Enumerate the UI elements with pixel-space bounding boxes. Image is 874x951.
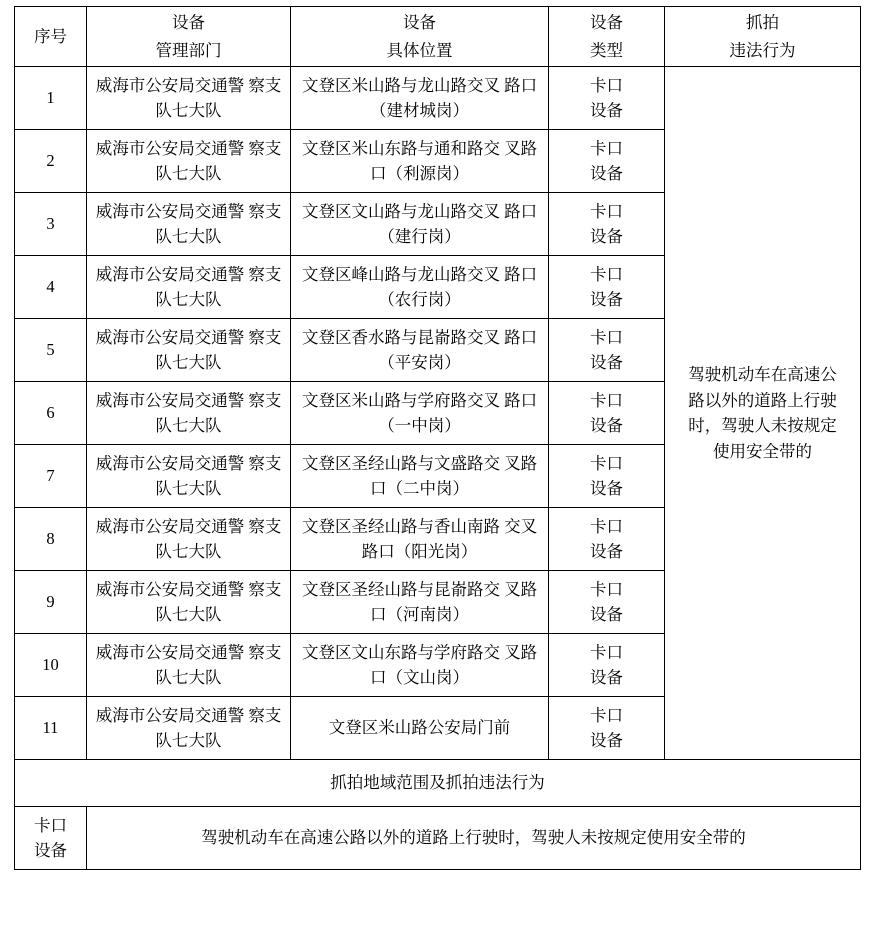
cell-index: 4 <box>15 256 87 319</box>
table-footer-row <box>15 807 861 870</box>
cell-department-line2: 察支队七大队 <box>155 642 282 688</box>
header-department-line2: 管理部门 <box>155 40 222 60</box>
cell-department <box>87 697 291 760</box>
cell-location <box>291 193 549 256</box>
cell-location <box>291 319 549 382</box>
cell-type-line1: 卡口 <box>590 75 623 95</box>
cell-location <box>291 571 549 634</box>
cell-department <box>87 634 291 697</box>
cell-type <box>549 571 665 634</box>
footer-violation-description: 驾驶机动车在高速公路以外的道路上行驶时，驾驶人未按规定使用安全带的 <box>87 807 861 870</box>
header-location-line1: 设备 <box>403 13 436 32</box>
cell-department-line2: 察支队七大队 <box>155 579 282 625</box>
cell-type <box>549 508 665 571</box>
cell-location-line2: 路口（建行岗） <box>378 201 538 247</box>
cell-type <box>549 193 665 256</box>
header-action-line1: 抓拍 <box>746 13 779 32</box>
cell-department-line1: 威海市公安局交通警 <box>95 516 245 536</box>
cell-location <box>291 382 549 445</box>
cell-department-line2: 察支队七大队 <box>155 453 282 499</box>
cell-type-line1: 卡口 <box>590 138 623 158</box>
cell-location <box>291 130 549 193</box>
footer-type-line1: 卡口 <box>34 815 67 835</box>
violation-line4: 使用安全带的 <box>713 441 812 461</box>
violation-line1: 驾驶机动车在高速公 <box>688 365 837 384</box>
cell-type-line2: 设备 <box>590 605 623 625</box>
cell-department-line1: 威海市公安局交通警 <box>95 453 245 473</box>
cell-location-line1: 文登区米山路公安局门前 <box>328 718 511 738</box>
cell-location-line2: 路口（一中岗） <box>378 390 538 436</box>
cell-location <box>291 256 549 319</box>
cell-type-line2: 设备 <box>590 101 623 121</box>
cell-location-line1: 文登区圣经山路与昆嵛路交 <box>301 579 500 599</box>
cell-department <box>87 508 291 571</box>
cell-department-line2: 察支队七大队 <box>155 75 282 121</box>
cell-type-line2: 设备 <box>590 542 623 562</box>
header-type-line2: 类型 <box>590 40 623 60</box>
cell-type-line1: 卡口 <box>590 390 623 410</box>
header-department-line1: 设备 <box>172 13 205 32</box>
cell-location-line1: 文登区文山路与龙山路交叉 <box>301 201 500 221</box>
cell-department-line1: 威海市公安局交通警 <box>95 201 245 221</box>
cell-department-line1: 威海市公安局交通警 <box>95 705 245 725</box>
cell-type-line1: 卡口 <box>590 453 623 473</box>
cell-index: 5 <box>15 319 87 382</box>
cell-type-line2: 设备 <box>590 668 623 688</box>
cell-index: 3 <box>15 193 87 256</box>
cell-department <box>87 193 291 256</box>
cell-department <box>87 445 291 508</box>
cell-type-line2: 设备 <box>590 731 623 751</box>
cell-index: 1 <box>15 67 87 130</box>
header-action-line2: 违法行为 <box>729 40 796 60</box>
cell-department-line1: 威海市公安局交通警 <box>95 390 245 410</box>
cell-type-line2: 设备 <box>590 164 623 184</box>
cell-type <box>549 445 665 508</box>
cell-index: 11 <box>15 697 87 760</box>
cell-location <box>291 67 549 130</box>
violation-line2: 路以外的道路上行驶 <box>688 390 837 410</box>
cell-department-line2: 察支队七大队 <box>155 516 282 562</box>
cell-department <box>87 319 291 382</box>
cell-department <box>87 130 291 193</box>
cell-location-line2: 路口（农行岗） <box>378 264 538 310</box>
cell-department-line1: 威海市公安局交通警 <box>95 642 245 662</box>
cell-location-line2: 叉路口（文山岗） <box>370 642 538 688</box>
cell-department <box>87 256 291 319</box>
cell-type-line1: 卡口 <box>590 516 623 536</box>
cell-index: 10 <box>15 634 87 697</box>
cell-type-line1: 卡口 <box>590 705 623 725</box>
table-row <box>15 67 861 130</box>
violation-line3: 时，驾驶人未按规定 <box>688 416 837 436</box>
cell-index: 8 <box>15 508 87 571</box>
cell-location-line1: 文登区香水路与昆嵛路交叉 <box>301 327 500 347</box>
cell-department-line2: 察支队七大队 <box>155 264 282 310</box>
cell-location <box>291 697 549 760</box>
cell-location-line1: 文登区文山东路与学府路交 <box>301 642 500 662</box>
header-type-line1: 设备 <box>590 13 623 32</box>
cell-location-line2: 路口（平安岗） <box>378 327 538 373</box>
cell-type <box>549 382 665 445</box>
cell-location-line2: 叉路口（二中岗） <box>370 453 538 499</box>
table-header-row <box>15 7 861 67</box>
footer-cell-type <box>15 807 87 870</box>
cell-department-line1: 威海市公安局交通警 <box>95 327 245 347</box>
cell-department-line1: 威海市公安局交通警 <box>95 138 245 158</box>
cell-location-line2: 交叉路口（阳光岗） <box>361 516 538 562</box>
cell-department <box>87 382 291 445</box>
cell-location <box>291 634 549 697</box>
cell-index: 7 <box>15 445 87 508</box>
cell-type-line2: 设备 <box>590 479 623 499</box>
cell-type-line1: 卡口 <box>590 642 623 662</box>
cell-type-line1: 卡口 <box>590 327 623 347</box>
table-subheader-row <box>15 760 861 807</box>
cell-type-line2: 设备 <box>590 227 623 247</box>
cell-location-line1: 文登区米山路与学府路交叉 <box>301 390 500 410</box>
cell-type <box>549 256 665 319</box>
cell-location <box>291 508 549 571</box>
cell-type <box>549 130 665 193</box>
cell-type-line1: 卡口 <box>590 201 623 221</box>
cell-capture-violation <box>665 67 861 760</box>
cell-type-line1: 卡口 <box>590 579 623 599</box>
cell-department <box>87 571 291 634</box>
header-location-line2: 具体位置 <box>386 40 453 60</box>
cell-department-line2: 察支队七大队 <box>155 705 282 751</box>
cell-department-line2: 察支队七大队 <box>155 138 282 184</box>
cell-location-line1: 文登区米山东路与通和路交 <box>301 138 500 158</box>
cell-department-line1: 威海市公安局交通警 <box>95 75 245 95</box>
cell-type <box>549 634 665 697</box>
cell-department-line2: 察支队七大队 <box>155 390 282 436</box>
cell-index: 2 <box>15 130 87 193</box>
cell-index: 6 <box>15 382 87 445</box>
cell-department-line2: 察支队七大队 <box>155 327 282 373</box>
cell-location-line1: 文登区圣经山路与文盛路交 <box>301 453 500 473</box>
header-location <box>291 7 549 67</box>
cell-location-line2: 路口（建材城岗） <box>370 75 538 121</box>
cell-location <box>291 445 549 508</box>
device-capture-table <box>14 6 861 870</box>
cell-type <box>549 67 665 130</box>
header-action <box>665 7 861 67</box>
cell-type-line2: 设备 <box>590 416 623 436</box>
cell-type <box>549 697 665 760</box>
cell-type <box>549 319 665 382</box>
cell-index: 9 <box>15 571 87 634</box>
cell-location-line1: 文登区米山路与龙山路交叉 <box>301 75 500 95</box>
cell-type-line1: 卡口 <box>590 264 623 284</box>
cell-department <box>87 67 291 130</box>
cell-location-line2: 叉路口（利源岗） <box>370 138 538 184</box>
cell-location-line2: 叉路口（河南岗） <box>370 579 538 625</box>
cell-department-line2: 察支队七大队 <box>155 201 282 247</box>
header-type <box>549 7 665 67</box>
cell-type-line2: 设备 <box>590 290 623 310</box>
cell-department-line1: 威海市公安局交通警 <box>95 579 245 599</box>
cell-location-line1: 文登区峰山路与龙山路交叉 <box>301 264 500 284</box>
cell-location-line1: 文登区圣经山路与香山南路 <box>301 516 500 536</box>
subheader-scope-and-violation: 抓拍地域范围及抓拍违法行为 <box>15 760 861 807</box>
table-header <box>15 7 861 67</box>
footer-type-line2: 设备 <box>34 841 67 861</box>
header-index: 序号 <box>15 7 87 67</box>
header-department <box>87 7 291 67</box>
table-body <box>15 67 861 870</box>
cell-department-line1: 威海市公安局交通警 <box>95 264 245 284</box>
cell-type-line2: 设备 <box>590 353 623 373</box>
